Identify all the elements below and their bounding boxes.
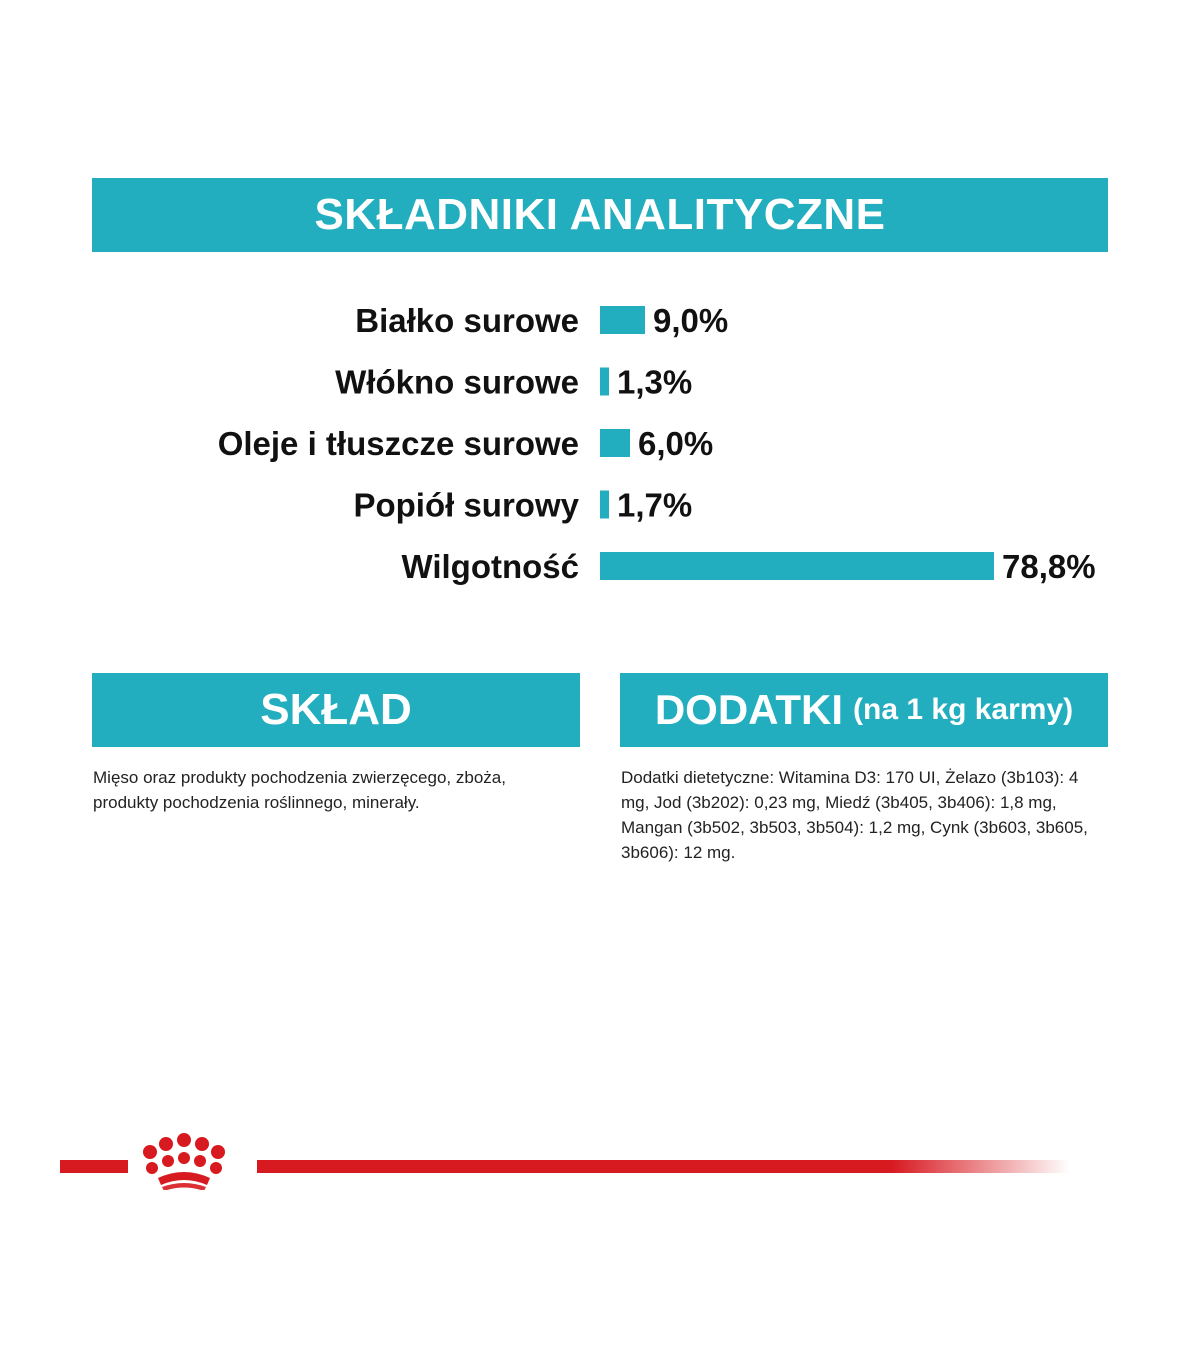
- value-label: 9,0%: [653, 302, 729, 339]
- bar: [600, 306, 645, 334]
- additives-text: Dodatki dietetyczne: Witamina D3: 170 UI, Żelazo (3b103): 4 mg, Jod (3b202): 0,23 mg, Miedź (3b405, 3b406): 1,8 mg, Mangan (3b502, 3b503, 3b504): 1,2 mg, Cynk (3b603, 3b605, 3b606): 12 mg.: [621, 768, 1088, 862]
- composition-banner: [92, 673, 580, 747]
- category-label: Oleje i tłuszcze surowe: [217, 425, 579, 462]
- analytical-constituents-banner: [92, 178, 1108, 252]
- value-label: 1,7%: [617, 486, 693, 524]
- category-label: Białko surowe: [355, 302, 579, 339]
- bar-row: [335, 364, 692, 401]
- brand-line-right: [257, 1160, 1070, 1173]
- brand-line: [60, 1130, 1070, 1190]
- category-label: Włókno surowe: [335, 363, 579, 401]
- value-label: 78,8%: [1002, 548, 1096, 585]
- bar-row: [355, 302, 728, 339]
- bar-row: [401, 548, 1095, 585]
- bar: [600, 429, 630, 457]
- additives-subtitle: (na 1 kg karmy): [853, 693, 1074, 726]
- additives-title: DODATKI: [654, 686, 844, 733]
- composition-text: Mięso oraz produkty pochodzenia zwierzęcego, zboża, produkty pochodzenia roślinnego, minerały.: [93, 768, 506, 812]
- analytical-constituents-chart: [0, 290, 1200, 600]
- additives-banner: [620, 673, 1108, 747]
- bar: [600, 491, 609, 519]
- bar-row: [353, 487, 692, 524]
- bar: [600, 552, 994, 580]
- category-label: Wilgotność: [401, 548, 579, 585]
- value-label: 6,0%: [638, 425, 714, 462]
- bar-row: [218, 425, 714, 462]
- composition-title: SKŁAD: [260, 685, 412, 734]
- category-label: Popiół surowy: [353, 486, 579, 524]
- brand-line-left: [60, 1160, 128, 1173]
- value-label: 1,3%: [617, 363, 693, 401]
- bar: [600, 368, 609, 396]
- analytical-constituents-title: SKŁADNIKI ANALITYCZNE: [314, 190, 886, 239]
- crown-logo-icon: [143, 1133, 225, 1190]
